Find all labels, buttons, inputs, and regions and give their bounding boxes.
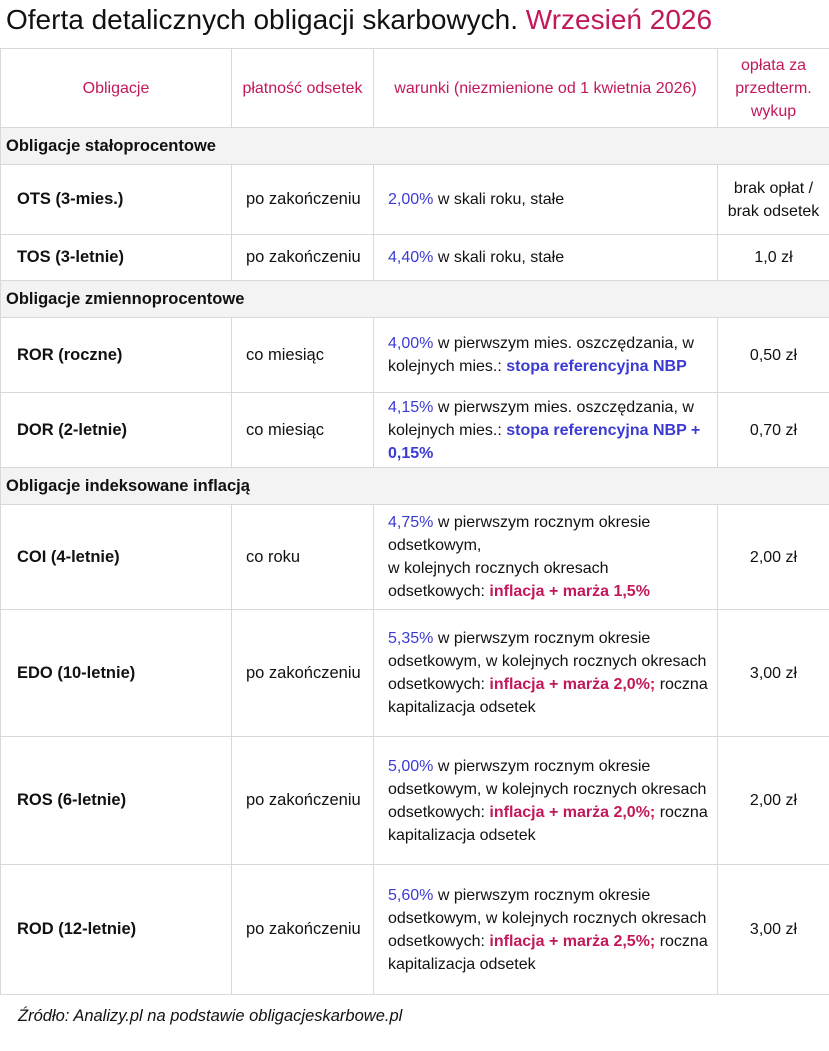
table-row <box>1 393 829 468</box>
conditions-cell <box>374 165 718 235</box>
table-row <box>1 165 829 235</box>
bonds-table <box>0 48 829 995</box>
conditions-cell <box>374 737 718 865</box>
conditions-text: w pierwszym mies. oszczędzania, w kolejnych mies.: <box>388 398 694 439</box>
rate-value: 4,00% <box>388 335 434 352</box>
conditions-cell <box>374 393 718 468</box>
conditions-cell <box>374 235 718 281</box>
inflation-text: inflacja + marża 2,5%; <box>489 932 656 950</box>
bond-name: ROD (12-letnie) <box>1 865 232 995</box>
payment-cell: co miesiąc <box>232 393 374 468</box>
bond-name: ROS (6-letnie) <box>1 737 232 865</box>
conditions-text: w pierwszym rocznym okresie odsetkowym, <box>388 514 651 554</box>
rate-value: 4,15% <box>388 398 434 416</box>
fee-cell: 2,00 zł <box>718 737 829 865</box>
conditions-text: roczna kapitalizacja odsetek <box>388 676 708 716</box>
bond-name: ROR (roczne) <box>1 318 232 393</box>
fee-cell: 3,00 zł <box>718 865 829 995</box>
fee-cell: 0,50 zł <box>718 318 829 393</box>
header-payment: płatność odsetek <box>232 49 374 128</box>
table-row <box>1 737 829 865</box>
reference-rate-text: stopa referencyjna NBP + 0,15% <box>388 421 701 462</box>
bond-name: COI (4-letnie) <box>1 505 232 610</box>
rate-value: 5,60% <box>388 886 434 904</box>
rate-value: 4,75% <box>388 514 434 531</box>
header-bond: Obligacje <box>1 49 232 128</box>
conditions-cell <box>374 865 718 995</box>
section-fixed: Obligacje stałoprocentowe <box>1 128 829 165</box>
conditions-text: roczna kapitalizacja odsetek <box>388 803 708 844</box>
payment-cell: po zakończeniu <box>232 865 374 995</box>
fee-cell: brak opłat / brak odsetek <box>718 165 829 235</box>
conditions-text: w pierwszym rocznym okresie odsetkowym, w kolejnych rocznych okresach odsetkowych: <box>388 757 707 821</box>
bond-name: DOR (2-letnie) <box>1 393 232 468</box>
payment-cell: po zakończeniu <box>232 235 374 281</box>
inflation-text: inflacja + marża 2,0%; <box>489 803 656 821</box>
fee-cell: 3,00 zł <box>718 610 829 737</box>
inflation-text: inflacja + marża 2,0%; <box>489 676 656 693</box>
title-main: Oferta detalicznych obligacji skarbowych. <box>6 4 526 35</box>
reference-rate-text: stopa referencyjna NBP <box>506 358 687 375</box>
fee-cell: 1,0 zł <box>718 235 829 281</box>
conditions-cell <box>374 318 718 393</box>
section-row <box>1 281 829 318</box>
fee-cell: 0,70 zł <box>718 393 829 468</box>
conditions-text: w pierwszym mies. oszczędzania, w kolejnych mies.: <box>388 335 694 375</box>
source-note: Źródło: Analizy.pl na podstawie obligacjeskarbowe.pl <box>18 1007 403 1025</box>
payment-cell: po zakończeniu <box>232 737 374 865</box>
section-variable: Obligacje zmiennoprocentowe <box>1 281 829 318</box>
table-row <box>1 235 829 281</box>
payment-cell: co miesiąc <box>232 318 374 393</box>
conditions-cell <box>374 505 718 610</box>
section-row <box>1 468 829 505</box>
rate-value: 5,00% <box>388 757 434 775</box>
table-row <box>1 610 829 737</box>
conditions-text: w skali roku, stałe <box>433 191 565 208</box>
bond-name: EDO (10-letnie) <box>1 610 232 737</box>
title-month: Wrzesień 2026 <box>525 4 713 35</box>
rate-value: 5,35% <box>388 630 434 647</box>
table-row <box>1 865 829 995</box>
page-title <box>0 0 829 48</box>
payment-cell: po zakończeniu <box>232 165 374 235</box>
conditions-text: w pierwszym rocznym okresie odsetkowym, w kolejnych rocznych okresach odsetkowych: <box>388 886 707 950</box>
conditions-text: w skali roku, stałe <box>433 249 565 266</box>
conditions-text: roczna kapitalizacja odsetek <box>388 932 708 973</box>
payment-cell: po zakończeniu <box>232 610 374 737</box>
header-fee: opłata za przedterm. wykup <box>718 49 829 128</box>
rate-value: 2,00% <box>388 191 434 208</box>
rate-value: 4,40% <box>388 249 434 266</box>
header-row <box>1 49 829 128</box>
conditions-text: w kolejnych rocznych okresach odsetkowych: <box>388 560 609 600</box>
table-row <box>1 505 829 610</box>
section-indexed: Obligacje indeksowane inflacją <box>1 468 829 505</box>
conditions-cell <box>374 610 718 737</box>
header-conditions: warunki (niezmienione od 1 kwietnia 2026) <box>374 49 718 128</box>
inflation-text: inflacja + marża 1,5% <box>489 583 650 600</box>
bond-name: OTS (3-mies.) <box>1 165 232 235</box>
payment-cell: co roku <box>232 505 374 610</box>
section-row <box>1 128 829 165</box>
table-row <box>1 318 829 393</box>
fee-cell: 2,00 zł <box>718 505 829 610</box>
conditions-text: w pierwszym rocznym okresie odsetkowym, w kolejnych rocznych okresach odsetkowych: <box>388 630 707 693</box>
bond-name: TOS (3-letnie) <box>1 235 232 281</box>
